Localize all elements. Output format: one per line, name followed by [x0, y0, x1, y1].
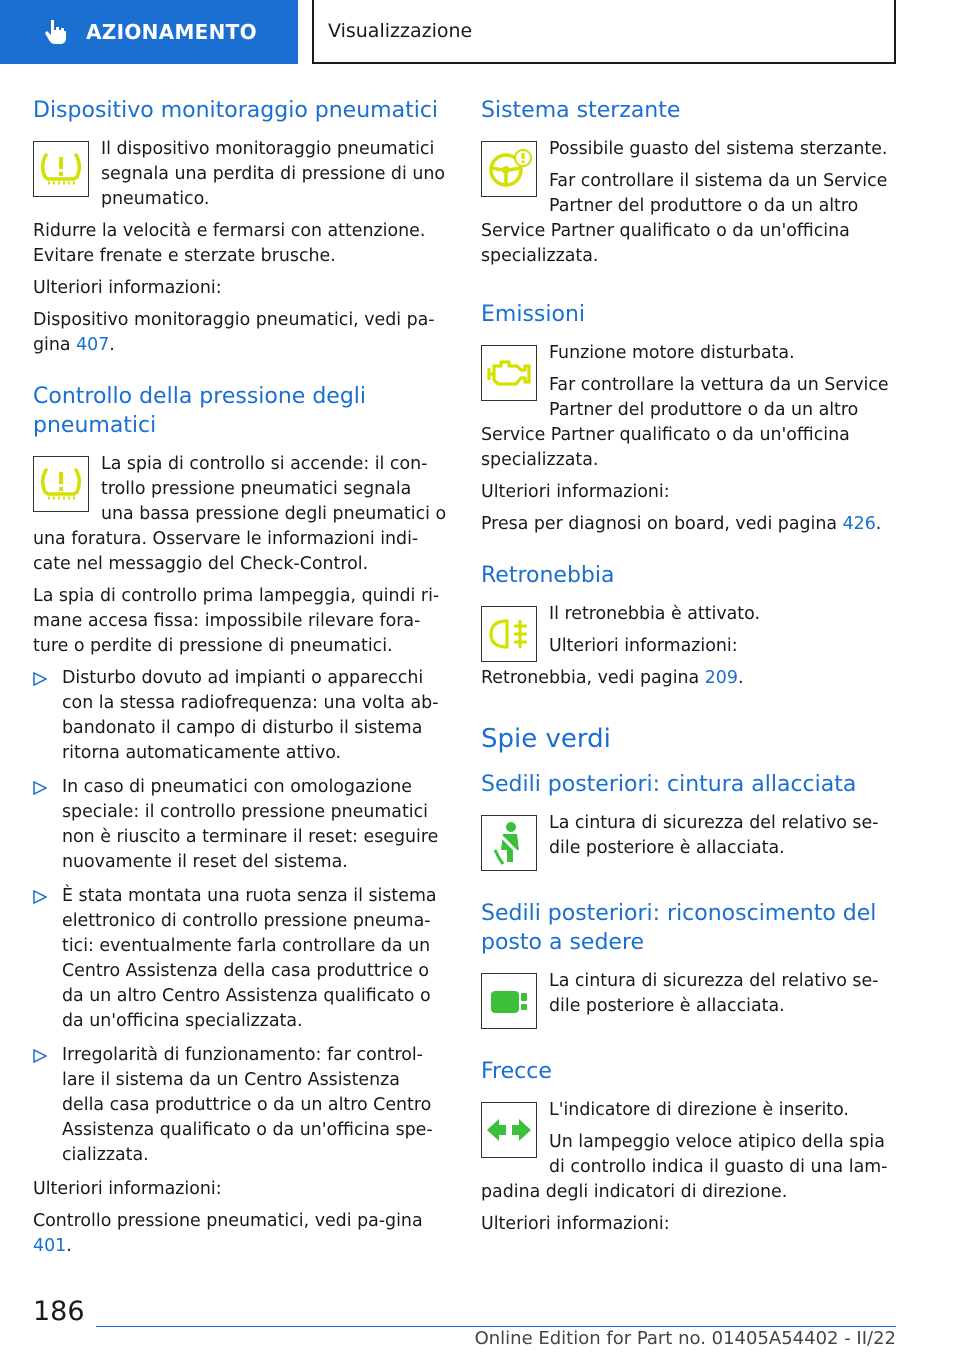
seat-occupancy-icon	[481, 973, 537, 1029]
paragraph: Ulteriori informazioni:	[33, 278, 222, 298]
list-item	[33, 666, 447, 766]
section-title: Dispositivo monitoraggio pneumatici	[33, 98, 439, 123]
header-section-tab[interactable]	[0, 0, 298, 64]
paragraph: Ridurre la velocità e fermarsi con attenzione. Evitare frenate e sterzate brusche.	[33, 221, 426, 266]
paragraph: La cintura di sicurezza del relativo se-dile posteriore è allacciata.	[549, 971, 879, 1016]
cross-reference	[481, 666, 895, 691]
paragraph: Ulteriori informazioni:	[549, 636, 738, 656]
chapter-title: Spie verdi	[481, 724, 611, 754]
section-tpms	[33, 96, 447, 358]
paragraph: Ulteriori informazioni:	[33, 1179, 222, 1199]
triangle-bullet-icon	[33, 672, 47, 686]
reference-end: .	[66, 1236, 72, 1256]
seatbelt-icon	[481, 815, 537, 871]
paragraph: Possibile guasto del sistema sterzante.	[549, 139, 888, 159]
turn-signal-icon	[481, 1102, 537, 1158]
list-item	[33, 775, 447, 875]
header-subsection	[312, 0, 896, 64]
list-item-text: Irregolarità di funzionamento: far control-lare il sistema da un Centro Assistenza della casa produttrice o da un altro Centro Assistenza qualificato o da un'officina spe-cializzata.	[62, 1045, 433, 1165]
engine-icon	[481, 345, 537, 401]
paragraph: Ulteriori informazioni:	[481, 482, 670, 502]
right-column	[481, 96, 895, 1261]
left-column	[33, 96, 447, 1283]
paragraph: Il dispositivo monitoraggio pneumatici segnala una perdita di pressione di uno pneumatico.	[101, 139, 446, 209]
cross-reference	[481, 512, 895, 537]
paragraph: Far controllare il sistema da un Service Partner del produttore o da un altro Service Partner qualificato o da un'officina specializzata.	[481, 171, 888, 266]
paragraph: Un lampeggio veloce atipico della spia di controllo indica il guasto di una lam-padina degli indicatori di direzione.	[481, 1132, 888, 1202]
paragraph: La spia di controllo si accende: il con-trollo pressione pneumatici segnala una bassa pressione degli pneumatici o una foratura. Osservare le informazioni indi-cate nel messaggio del Check-Control.	[33, 454, 447, 574]
section-steering	[481, 96, 895, 276]
page-link[interactable]: 401	[33, 1236, 67, 1256]
list-item	[33, 884, 447, 1034]
triangle-bullet-icon	[33, 890, 47, 904]
triangle-bullet-icon	[33, 781, 47, 795]
rear-fog-light-icon	[481, 606, 537, 662]
section-tire-pressure-control	[33, 382, 447, 1259]
cross-reference	[33, 1209, 447, 1259]
page-link[interactable]: 209	[704, 668, 738, 688]
paragraph: L'indicatore di direzione è inserito.	[549, 1100, 849, 1120]
section-emissions	[481, 300, 895, 537]
section-seatbelt	[481, 770, 895, 875]
reference-end: .	[109, 335, 115, 355]
triangle-bullet-icon	[33, 1049, 47, 1063]
page-link[interactable]: 407	[76, 335, 110, 355]
section-title: Sedili posteriori: riconoscimento del posto a sedere	[481, 901, 877, 955]
section-title: Emissioni	[481, 302, 585, 327]
tire-pressure-warning-icon	[33, 456, 89, 512]
paragraph: Il retronebbia è attivato.	[549, 604, 760, 624]
reference-text: Controllo pressione pneumatici, vedi pa-gina	[33, 1211, 423, 1231]
paragraph: Funzione motore disturbata.	[549, 343, 795, 363]
paragraph: Ulteriori informazioni:	[481, 1214, 670, 1234]
header-subsection-label: Visualizzazione	[328, 20, 473, 42]
bullet-list	[33, 666, 447, 1168]
reference-end: .	[737, 668, 744, 688]
page-link[interactable]: 426	[842, 514, 876, 534]
list-item-text: Disturbo dovuto ad impianti o apparecchi con la stessa radiofrequenza: una volta ab-bandonato il campo di disturbo il sistema ritorna automaticamente attivo.	[62, 668, 439, 763]
steering-warning-icon	[481, 141, 537, 197]
footer-divider	[96, 1326, 896, 1327]
section-rear-fog	[481, 561, 895, 698]
paragraph: La spia di controllo prima lampeggia, quindi ri-mane accesa fissa: impossibile rilevare fora-ture o perdite di pressione di pneumatici.	[33, 586, 440, 656]
paragraph: La cintura di sicurezza del relativo se-dile posteriore è allacciata.	[549, 813, 879, 858]
section-seat-occupancy	[481, 899, 895, 1033]
list-item-text: In caso di pneumatici con omologazione speciale: il controllo pressione pneumatici non è riuscito a terminare il reset: eseguire nuovamente il reset del sistema.	[62, 777, 439, 872]
reference-end: .	[875, 514, 882, 534]
list-item	[33, 1043, 447, 1168]
reference-text: Dispositivo monitoraggio pneumatici, vedi pa-gina	[33, 310, 435, 355]
section-title: Sistema sterzante	[481, 98, 681, 123]
section-title: Controllo della pressione degli pneumatici	[33, 384, 367, 438]
reference-text: Retronebbia, vedi pagina	[481, 668, 705, 688]
footer-edition: Online Edition for Part no. 01405A54402 - II/22	[474, 1328, 896, 1349]
section-title: Frecce	[481, 1059, 552, 1084]
tire-pressure-warning-icon	[33, 141, 89, 197]
cross-reference	[33, 308, 447, 358]
paragraph: Far controllare la vettura da un Service Partner del produttore o da un altro Service Partner qualificato o da un'officina specializzata.	[481, 375, 889, 470]
list-item-text: È stata montata una ruota senza il sistema elettronico di controllo pressione pneuma-tici: eventualmente farla controllare da un Centro Assistenza della casa produttrice o da un altro Centro Assistenza qualificato o da un'officina specializzata.	[62, 886, 437, 1031]
page-number: 186	[33, 1296, 85, 1327]
section-title: Retronebbia	[481, 563, 615, 588]
hand-pointer-icon	[36, 12, 76, 52]
header-section-label: AZIONAMENTO	[86, 20, 257, 44]
reference-text: Presa per diagnosi on board, vedi pagina	[481, 514, 843, 534]
section-title: Sedili posteriori: cintura allacciata	[481, 772, 857, 797]
section-turn-signals	[481, 1057, 895, 1237]
